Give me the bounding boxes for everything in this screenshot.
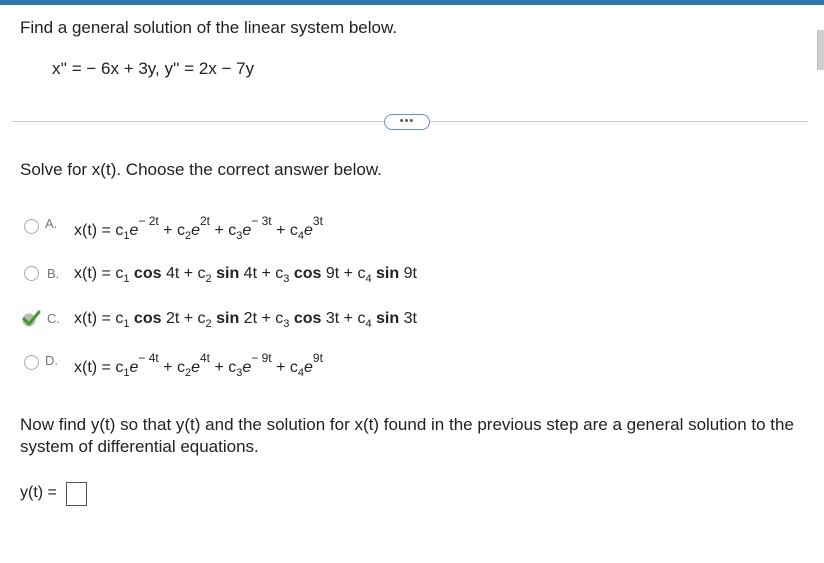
option-d-letter: D.: [45, 353, 58, 368]
step2-prompt: Now find y(t) so that y(t) and the solution for x(t) found in the previous step are a general solution to the system of differential equations.: [20, 415, 794, 456]
correct-check-icon: [21, 310, 41, 328]
option-b-letter: B.: [47, 266, 60, 281]
answer-label: y(t) =: [20, 484, 57, 501]
step1-prompt: Solve for x(t). Choose the correct answer below.: [20, 160, 382, 179]
option-a-letter: A.: [45, 216, 58, 231]
option-a-radio[interactable]: [24, 219, 39, 234]
option-b-radio[interactable]: [24, 266, 39, 281]
option-b-formula[interactable]: $x(t) = c_1$ $\cos 4t + c_2$ $\sin 4t + c_3$ $\cos 9t + c_4$ sin 9t: [74, 265, 417, 285]
y-answer-input[interactable]: [66, 482, 87, 506]
top-accent-bar: [0, 0, 824, 5]
option-d-formula[interactable]: $x(t) = c_1e^{- 4t} + c_2e^{4t} + c_3e^{- 9t} + c_4e^{9t}$: [74, 351, 323, 379]
option-a-formula[interactable]: $x(t) = c_1e^{- 2t} + c_2e^{2t} + c_3e^{- 3t} + c_4e^{3t}$: [74, 214, 323, 242]
option-c-formula[interactable]: $x(t) = c_1$ $\cos 2t + c_2$ $\sin 2t + c_3$ $\cos 3t + c_4$ sin 3t: [74, 310, 417, 330]
option-d-radio[interactable]: [24, 355, 39, 370]
option-c-letter: C.: [47, 311, 60, 326]
more-button[interactable]: •••: [384, 114, 430, 130]
system-equations: x'' = − 6x + 3y, y'' = 2x − 7y: [52, 59, 255, 78]
question-title: Find a general solution of the linear system below.: [20, 18, 398, 37]
scrollbar-thumb[interactable]: [817, 30, 824, 70]
